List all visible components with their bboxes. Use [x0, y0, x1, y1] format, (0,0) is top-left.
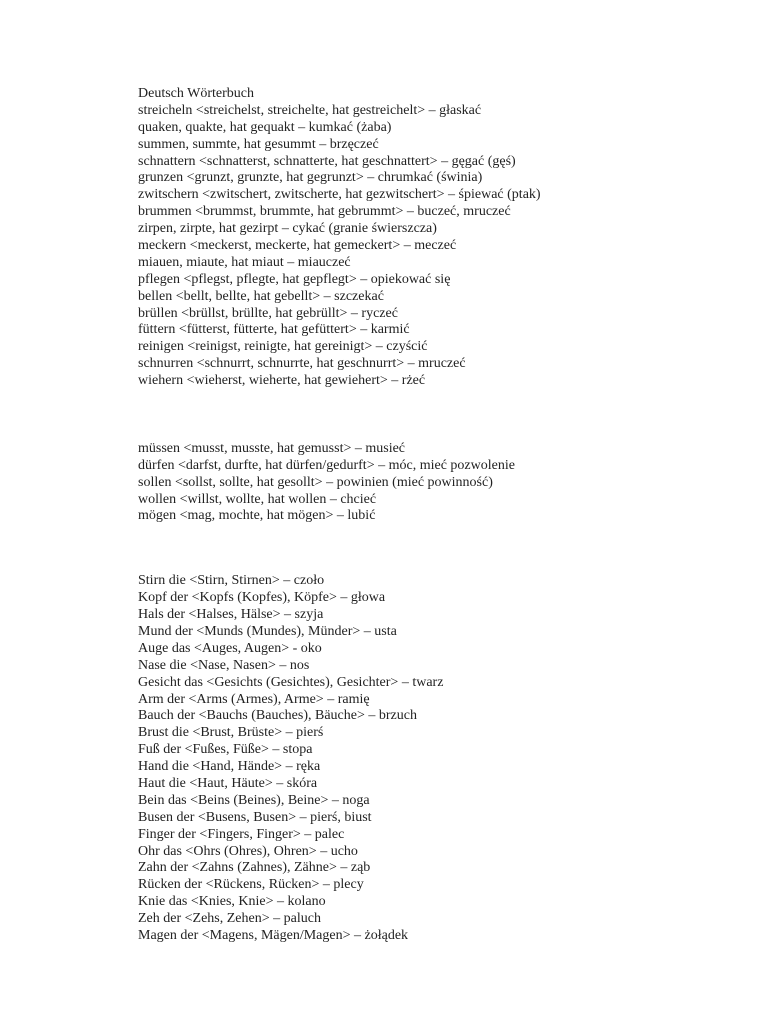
verb-entry: miauen, miaute, hat miaut – miauczeć — [138, 254, 351, 270]
modal-verb-entry: sollen <sollst, sollte, hat gesollt> – powinien (mieć powinność) — [138, 474, 493, 490]
document-title: Deutsch Wörterbuch — [138, 86, 254, 101]
verb-entry: summen, summte, hat gesummt – brzęczeć — [138, 136, 379, 152]
body-part-entry: Haut die <Haut, Häute> – skóra — [138, 775, 318, 791]
body-part-entry: Rücken der <Rückens, Rücken> – plecy — [138, 877, 364, 893]
body-part-entry: Nase die <Nase, Nasen> – nos — [138, 657, 310, 673]
verb-entry: meckern <meckerst, meckerte, hat gemeckert> – meczeć — [138, 238, 457, 254]
verb-entry: zirpen, zirpte, hat gezirpt – cykać (granie świerszcza) — [138, 221, 437, 237]
body-part-entry: Finger der <Fingers, Finger> – palec — [138, 826, 345, 842]
body-part-entry: Fuß der <Fußes, Füße> – stopa — [138, 742, 313, 758]
body-part-entry: Busen der <Busens, Busen> – pierś, biust — [138, 809, 372, 825]
verb-entry: zwitschern <zwitschert, zwitscherte, hat gezwitschert> – śpiewać (ptak) — [138, 187, 541, 203]
spacer — [138, 556, 738, 573]
body-part-entry: Mund der <Munds (Mundes), Münder> – usta — [138, 623, 397, 639]
verb-entry: brummen <brummst, brummte, hat gebrummt> – buczeć, mruczeć — [138, 204, 511, 220]
body-part-entry: Zeh der <Zehs, Zehen> – paluch — [138, 911, 321, 927]
body-part-entry: Arm der <Arms (Armes), Arme> – ramię — [138, 691, 370, 707]
body-part-entry: Kopf der <Kopfs (Kopfes), Köpfe> – głowa — [138, 590, 386, 606]
spacer — [138, 424, 738, 441]
body-part-entry: Hand die <Hand, Hände> – ręka — [138, 759, 321, 775]
body-part-entry: Bein das <Beins (Beines), Beine> – noga — [138, 792, 370, 808]
verb-entry: streicheln <streichelst, streichelte, hat gestreichelt> – głaskać — [138, 102, 482, 118]
modal-verb-entry: müssen <musst, musste, hat gemusst> – musieć — [138, 440, 406, 456]
body-part-entry: Knie das <Knies, Knie> – kolano — [138, 894, 326, 910]
body-parts-section — [138, 556, 738, 944]
modal-verb-entry: wollen <willst, wollte, hat wollen – chcieć — [138, 491, 377, 507]
body-part-entry: Gesicht das <Gesichts (Gesichtes), Gesichter> – twarz — [138, 674, 444, 690]
body-part-entry: Brust die <Brust, Brüste> – pierś — [138, 725, 324, 741]
body-part-entry: Magen der <Magens, Mägen/Magen> – żołądek — [138, 927, 409, 943]
verb-entry: füttern <fütterst, fütterte, hat gefüttert> – karmić — [138, 322, 410, 338]
body-part-entry: Ohr das <Ohrs (Ohres), Ohren> – ucho — [138, 843, 358, 859]
body-part-entry: Auge das <Auges, Augen> - oko — [138, 640, 322, 656]
verb-entry: quaken, quakte, hat gequakt – kumkać (żaba) — [138, 119, 392, 135]
verb-entry: brüllen <brüllst, brüllte, hat gebrüllt> – ryczeć — [138, 305, 398, 321]
verb-entry: reinigen <reinigst, reinigte, hat gereinigt> – czyścić — [138, 339, 428, 355]
body-part-entry: Bauch der <Bauchs (Bauches), Bäuche> – brzuch — [138, 708, 417, 724]
verb-entry: schnurren <schnurrt, schnurrte, hat geschnurrt> – mruczeć — [138, 356, 466, 372]
verb-entry: grunzen <grunzt, grunzte, hat gegrunzt> – chrumkać (świnia) — [138, 170, 483, 186]
body-part-entry: Stirn die <Stirn, Stirnen> – czoło — [138, 573, 325, 589]
verbs-section — [138, 86, 738, 390]
document-page — [138, 86, 738, 945]
modal-verbs-section — [138, 424, 738, 525]
verb-entry: schnattern <schnatterst, schnatterte, hat geschnattert> – gęgać (gęś) — [138, 153, 516, 169]
verb-entry: bellen <bellt, bellte, hat gebellt> – szczekać — [138, 288, 384, 304]
verb-entry: wiehern <wieherst, wieherte, hat gewiehert> – rżeć — [138, 373, 426, 389]
body-part-entry: Zahn der <Zahns (Zahnes), Zähne> – ząb — [138, 860, 371, 876]
modal-verb-entry: mögen <mag, mochte, hat mögen> – lubić — [138, 508, 376, 524]
verb-entry: pflegen <pflegst, pflegte, hat gepflegt> – opiekować się — [138, 271, 451, 287]
body-part-entry: Hals der <Halses, Hälse> – szyja — [138, 607, 324, 623]
modal-verb-entry: dürfen <darfst, durfte, hat dürfen/gedurft> – móc, mieć pozwolenie — [138, 457, 515, 473]
